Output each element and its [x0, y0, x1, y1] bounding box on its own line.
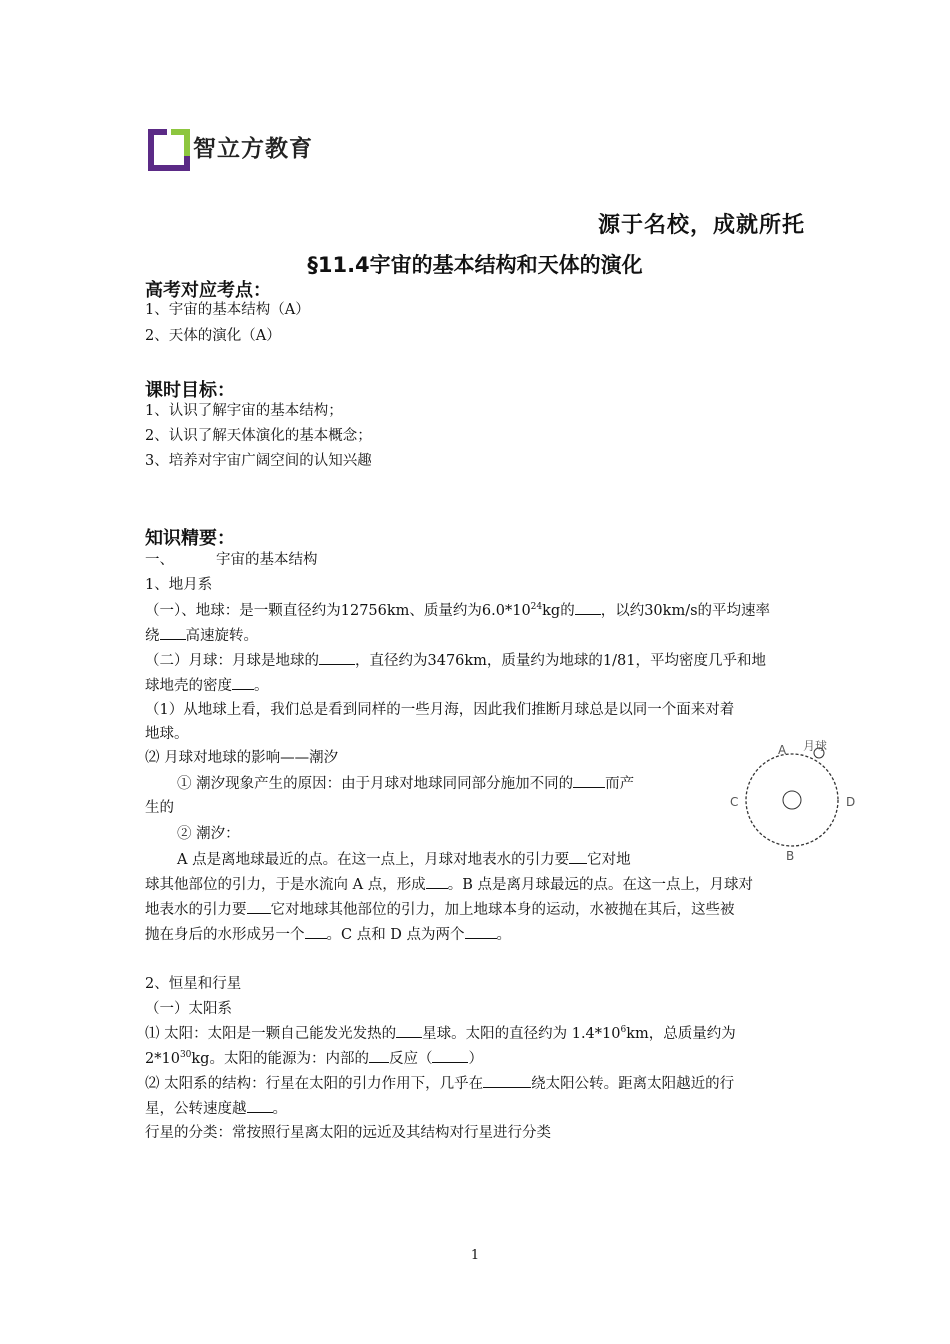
section-heading-knowledge: 知识精要： — [145, 528, 235, 549]
list-item: 1、认识了解宇宙的基本结构； — [145, 403, 343, 419]
blank[interactable] — [573, 773, 605, 788]
label-b: B — [786, 849, 795, 863]
list-item: 3、培养对宇宙广阔空间的认知兴趣 — [145, 453, 372, 469]
logo-text: 智立方教育 — [193, 136, 313, 162]
label-a: A — [778, 743, 787, 757]
section-heading-exam-points: 高考对应考点： — [145, 280, 271, 301]
paragraph-line: （二）月球：月球是地球的 ，直径约为3476km，质量约为地球的1/81，平均密度几乎和地 — [145, 650, 766, 671]
blank[interactable] — [396, 1023, 422, 1038]
subheading-stars-planets: 2、恒星和行星 — [145, 976, 242, 992]
paragraph-line: $2*10^{30}kg$。太阳的能源为：内部的 反应（ ） — [145, 1048, 483, 1069]
paragraph-line: 星，公转速度越 。 — [145, 1098, 287, 1119]
label-c: C — [730, 795, 739, 809]
paragraph-line: （1）从地球上看，我们总是看到同样的一些月海，因此我们推断月球总是以同一个面来对着 — [145, 702, 735, 718]
paragraph-line: （一）、地球：是一颗直径约为12756km、质量约为$6.0*10^{24}kg$的 ，以约30km/s的平均速率 — [145, 600, 770, 621]
blank[interactable] — [319, 650, 355, 665]
blank[interactable] — [232, 675, 254, 690]
label-moon: 月球 — [803, 739, 828, 753]
paragraph-line: A 点是离地球最近的点。在这一点上，月球对地表水的引力要 它对地 — [177, 849, 631, 870]
paragraph-line: 生的 — [145, 800, 174, 816]
paragraph-line: ① 潮汐现象产生的原因：由于月球对地球同同部分施加不同的 而产 — [177, 773, 634, 794]
list-item: 1、宇宙的基本结构（A） — [145, 302, 310, 318]
label-d: D — [846, 795, 856, 809]
slogan: 源于名校，成就所托 — [597, 213, 805, 238]
part-title: 宇宙的基本结构 — [216, 552, 318, 568]
subheading-solar-system: （一）太阳系 — [145, 1001, 232, 1017]
blank[interactable] — [369, 1048, 389, 1063]
paragraph-line: ⑴ 太阳：太阳是一颗自己能发光发热的 星球。太阳的直径约为 $1.4*10^6km$，总质量约为 — [145, 1023, 736, 1044]
paragraph-line: 球其他部位的引力，于是水流向 A 点，形成 。B 点是离月球最远的点。在这一点上，月球对 — [145, 874, 753, 895]
section-heading-goals: 课时目标： — [145, 380, 235, 401]
paragraph-line: ② 潮汐： — [177, 826, 240, 842]
logo-mark-icon — [147, 128, 191, 172]
part-number: 一、 — [145, 552, 174, 568]
paragraph-line: ⑵ 太阳系的结构：行星在太阳的引力作用下，几乎在 绕太阳公转。距离太阳越近的行 — [145, 1073, 734, 1094]
blank[interactable] — [465, 924, 497, 939]
paragraph-line: 地球。 — [145, 726, 189, 742]
brand-logo — [147, 128, 327, 172]
blank[interactable] — [575, 600, 601, 615]
blank[interactable] — [432, 1048, 468, 1063]
paragraph-line: 地表水的引力要 它对地球其他部位的引力，加上地球本身的运动，水被抛在其后，这些被 — [145, 899, 735, 920]
moon-orbit-diagram — [722, 736, 872, 866]
page-number: 1 — [470, 1248, 480, 1263]
tide-heading: ⑵ 月球对地球的影响——潮汐 — [145, 750, 339, 766]
blank[interactable] — [247, 1098, 273, 1113]
paragraph-line: 行星的分类：常按照行星离太阳的远近及其结构对行星进行分类 — [145, 1125, 551, 1141]
blank[interactable] — [305, 924, 327, 939]
orbit-circle — [746, 754, 838, 846]
blank[interactable] — [483, 1073, 531, 1088]
list-item: 2、天体的演化（A） — [145, 328, 281, 344]
blank[interactable] — [160, 625, 186, 640]
part-heading — [145, 550, 318, 570]
earth-circle — [783, 791, 801, 809]
paragraph-line: 绕 高速旋转。 — [145, 625, 258, 646]
paragraph-line: 球地壳的密度 。 — [145, 675, 269, 696]
blank[interactable] — [247, 899, 271, 914]
paragraph-line: 抛在身后的水形成另一个 。C 点和 D 点为两个 。 — [145, 924, 511, 945]
blank[interactable] — [426, 874, 448, 889]
subheading-earth-moon: 1、地月系 — [145, 577, 213, 593]
page-title: §11.4宇宙的基本结构和天体的演化 — [307, 253, 643, 277]
list-item: 2、认识了解天体演化的基本概念； — [145, 428, 372, 444]
blank[interactable] — [569, 849, 587, 864]
